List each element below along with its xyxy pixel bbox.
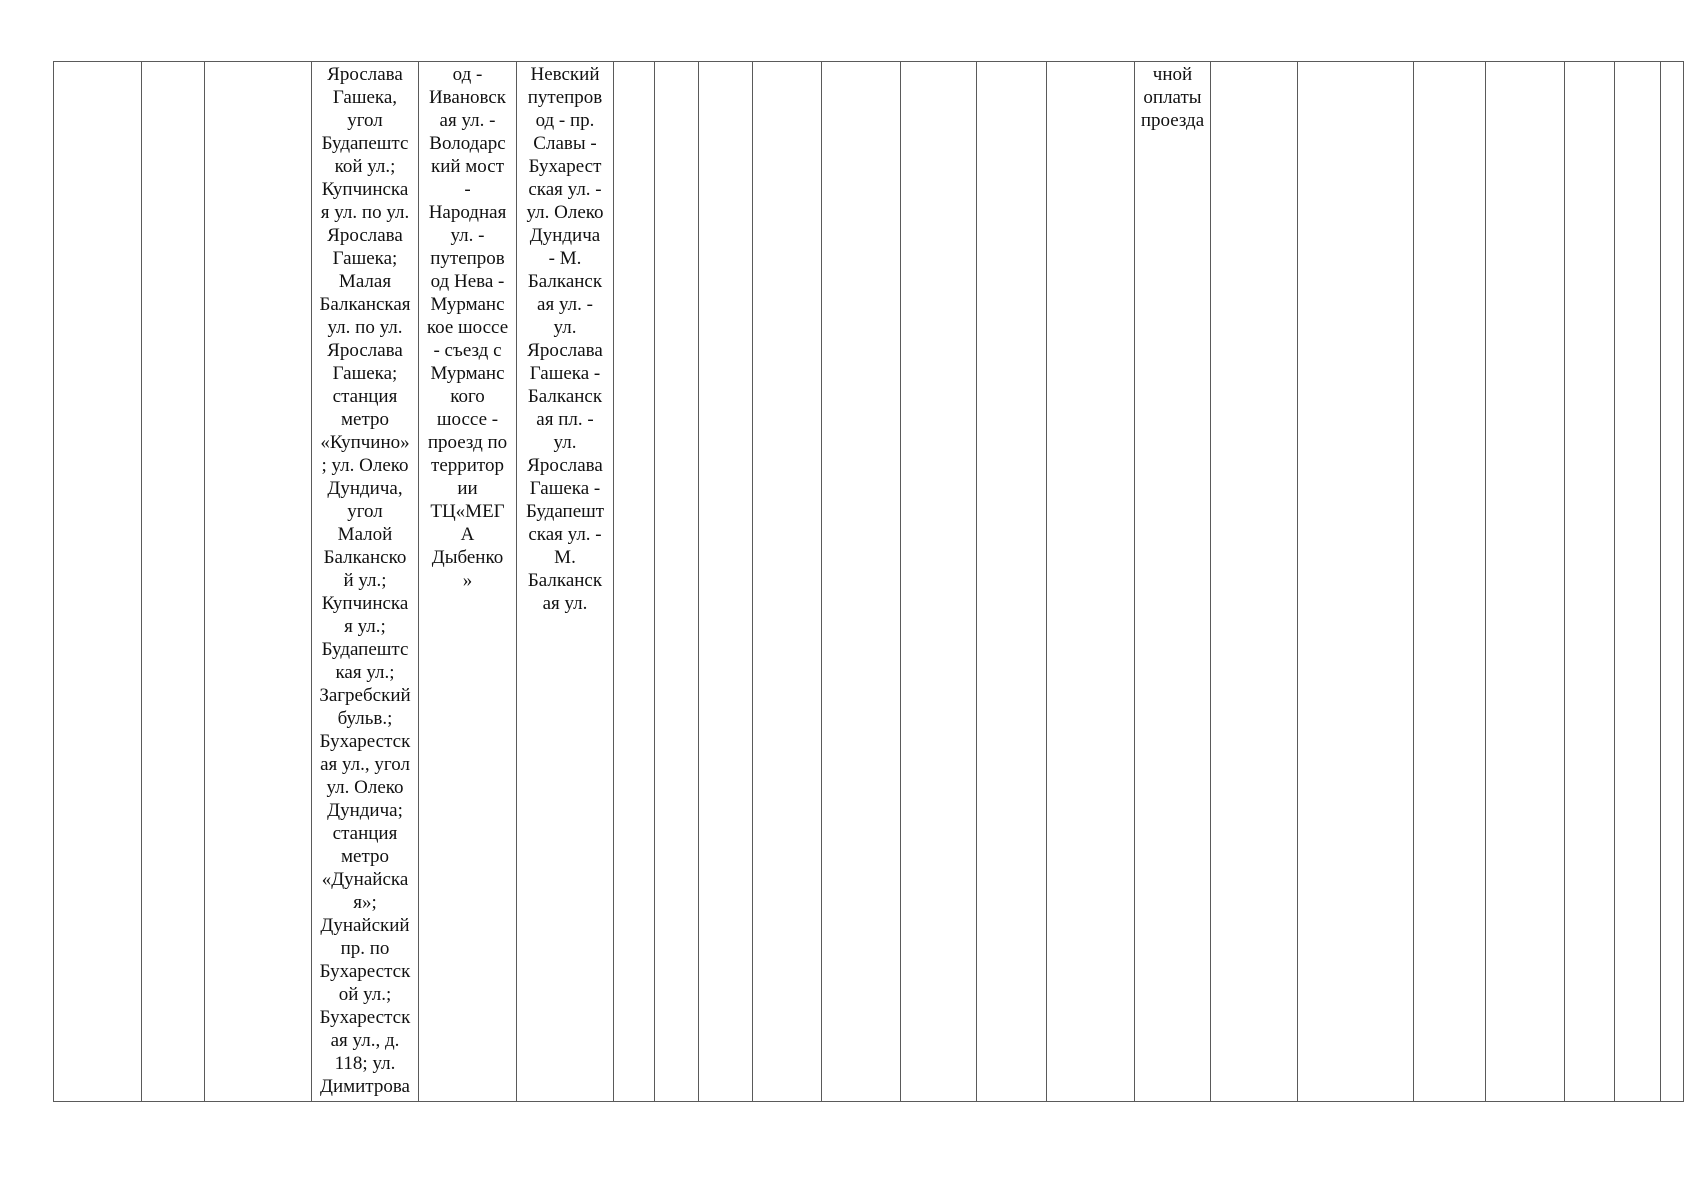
- cell-text-line: Балканск: [527, 386, 603, 407]
- cell-text-line: Ярослава: [527, 455, 603, 476]
- table-cell-col-18: [1414, 62, 1486, 1102]
- cell-text-line: Мурманс: [430, 363, 505, 384]
- table-cell-col-1: [54, 62, 142, 1102]
- table-cell-stops: [312, 62, 419, 1102]
- table-cell-col-10: [753, 62, 822, 1102]
- cell-text-line: Купчинска: [321, 179, 409, 200]
- table-cell-col-7: [614, 62, 655, 1102]
- table-cell-col-14: [1047, 62, 1135, 1102]
- cell-text-line: проезда: [1140, 110, 1205, 131]
- cell-text-line: Купчинска: [321, 593, 409, 614]
- route-table: [53, 61, 1684, 1102]
- cell-text-line: я ул. по ул.: [320, 202, 410, 223]
- cell-text-line: кая ул.;: [335, 662, 395, 683]
- cell-text-line: од Нева -: [430, 271, 505, 292]
- cell-text-line: Гашека -: [529, 363, 601, 384]
- cell-text-line: бульв.;: [337, 708, 393, 729]
- cell-text-line: А: [460, 524, 475, 545]
- cell-text-line: Гашека;: [332, 363, 398, 384]
- table-cell-col-17: [1298, 62, 1414, 1102]
- cell-text-line: ой ул.;: [338, 984, 392, 1005]
- route-backward-text: [517, 62, 613, 615]
- cell-text-line: кое шоссе: [426, 317, 509, 338]
- cell-text-line: од -: [452, 64, 483, 85]
- cell-text-line: ская ул. -: [528, 524, 602, 545]
- cell-text-line: Славы -: [533, 133, 597, 154]
- cell-text-line: ул. Олеко: [326, 777, 404, 798]
- cell-text-line: ая ул. -: [439, 110, 496, 131]
- table-cell-fare: [1135, 62, 1211, 1102]
- cell-text-line: Будапештс: [321, 639, 409, 660]
- cell-text-line: ул.: [553, 317, 577, 338]
- cell-text-line: Ярослава: [527, 340, 603, 361]
- table-cell-col-22: [1661, 62, 1684, 1102]
- cell-text-line: Бухарест: [528, 156, 602, 177]
- table-cell-col-11: [822, 62, 901, 1102]
- cell-text-line: Народная: [428, 202, 507, 223]
- cell-text-line: угол: [347, 110, 383, 131]
- cell-text-line: Будапештс: [321, 133, 409, 154]
- cell-text-line: Бухарестск: [319, 731, 411, 752]
- cell-text-line: я ул.;: [344, 616, 386, 637]
- cell-text-line: Дыбенко: [431, 547, 504, 568]
- table-cell-col-20: [1565, 62, 1615, 1102]
- cell-text-line: ская ул. -: [528, 179, 602, 200]
- cell-text-line: Дундича;: [327, 800, 403, 821]
- cell-text-line: Загребский: [319, 685, 411, 706]
- cell-text-line: ая ул., д.: [330, 1030, 400, 1051]
- cell-text-line: ; ул. Олеко: [321, 455, 409, 476]
- cell-text-line: Балканск: [527, 570, 603, 591]
- cell-text-line: шоссе -: [436, 409, 499, 430]
- cell-text-line: «Купчино»: [320, 432, 410, 453]
- cell-text-line: угол: [347, 501, 383, 522]
- cell-text-line: Димитрова: [319, 1076, 410, 1097]
- cell-text-line: Балканская: [319, 294, 411, 315]
- cell-text-line: Гашека -: [529, 478, 601, 499]
- cell-text-line: пр. по: [340, 938, 390, 959]
- cell-text-line: станция: [332, 386, 398, 407]
- cell-text-line: М.: [554, 547, 576, 568]
- cell-text-line: кой ул.;: [334, 156, 396, 177]
- table-cell-col-21: [1615, 62, 1661, 1102]
- cell-text-line: ул. Олеко: [526, 202, 604, 223]
- route-forward-text: [419, 62, 516, 592]
- cell-text-line: ая ул., угол: [320, 754, 410, 775]
- cell-text-line: ая ул.: [542, 593, 588, 614]
- cell-text-line: Невский: [530, 64, 600, 85]
- cell-text-line: - съезд с: [433, 340, 502, 361]
- cell-text-line: Будапешт: [525, 501, 605, 522]
- table-cell-col-2: [142, 62, 205, 1102]
- table-cell-col-19: [1486, 62, 1565, 1102]
- table-cell-col-12: [901, 62, 977, 1102]
- cell-text-line: й ул.;: [343, 570, 387, 591]
- cell-text-line: -: [464, 179, 471, 200]
- cell-text-line: метро: [341, 846, 389, 867]
- cell-text-line: Дундича,: [327, 478, 403, 499]
- cell-text-line: ая пл. -: [536, 409, 594, 430]
- cell-text-line: Дундича: [529, 225, 601, 246]
- cell-text-line: Ярослава: [327, 225, 403, 246]
- cell-text-line: »: [462, 570, 473, 591]
- table-cell-col-13: [977, 62, 1047, 1102]
- cell-text-line: од - пр.: [535, 110, 595, 131]
- cell-text-line: ии: [457, 478, 478, 499]
- table-cell-col-9: [699, 62, 753, 1102]
- cell-text-line: ая ул. -: [537, 294, 593, 315]
- cell-text-line: чной: [1152, 64, 1193, 85]
- fare-text: [1135, 62, 1210, 132]
- cell-text-line: кого: [450, 386, 485, 407]
- cell-text-line: путепров: [527, 87, 603, 108]
- cell-text-line: Гашека;: [332, 248, 398, 269]
- table-row: [54, 62, 1684, 1102]
- table-cell-route-backward: [517, 62, 614, 1102]
- table-cell-col-16: [1211, 62, 1298, 1102]
- cell-text-line: проезд по: [427, 432, 508, 453]
- cell-text-line: ТЦ«МЕГ: [430, 501, 505, 522]
- cell-text-line: я»;: [353, 892, 377, 913]
- cell-text-line: Гашека,: [332, 87, 398, 108]
- table-cell-col-8: [655, 62, 699, 1102]
- cell-text-line: метро: [341, 409, 389, 430]
- cell-text-line: Бухарестск: [319, 961, 411, 982]
- stops-text: [312, 62, 418, 1098]
- cell-text-line: Малой: [337, 524, 393, 545]
- table-cell-col-3: [205, 62, 312, 1102]
- cell-text-line: ул. по ул.: [327, 317, 403, 338]
- cell-text-line: Ивановск: [428, 87, 507, 108]
- cell-text-line: 118; ул.: [334, 1053, 396, 1074]
- cell-text-line: ул. -: [450, 225, 485, 246]
- cell-text-line: Мурманс: [430, 294, 505, 315]
- cell-text-line: Балканск: [527, 271, 603, 292]
- cell-text-line: Ярослава: [327, 340, 403, 361]
- cell-text-line: «Дунайска: [321, 869, 409, 890]
- cell-text-line: ул.: [553, 432, 577, 453]
- table-cell-route-forward: [419, 62, 517, 1102]
- cell-text-line: Малая: [338, 271, 392, 292]
- cell-text-line: - М.: [548, 248, 582, 269]
- cell-text-line: территор: [431, 455, 504, 476]
- cell-text-line: Ярослава: [327, 64, 403, 85]
- cell-text-line: Володарс: [429, 133, 506, 154]
- cell-text-line: путепров: [430, 248, 505, 269]
- cell-text-line: кий мост: [430, 156, 505, 177]
- cell-text-line: оплаты: [1143, 87, 1202, 108]
- cell-text-line: Балканско: [323, 547, 407, 568]
- cell-text-line: Бухарестск: [319, 1007, 411, 1028]
- cell-text-line: Дунайский: [320, 915, 410, 936]
- cell-text-line: станция: [332, 823, 398, 844]
